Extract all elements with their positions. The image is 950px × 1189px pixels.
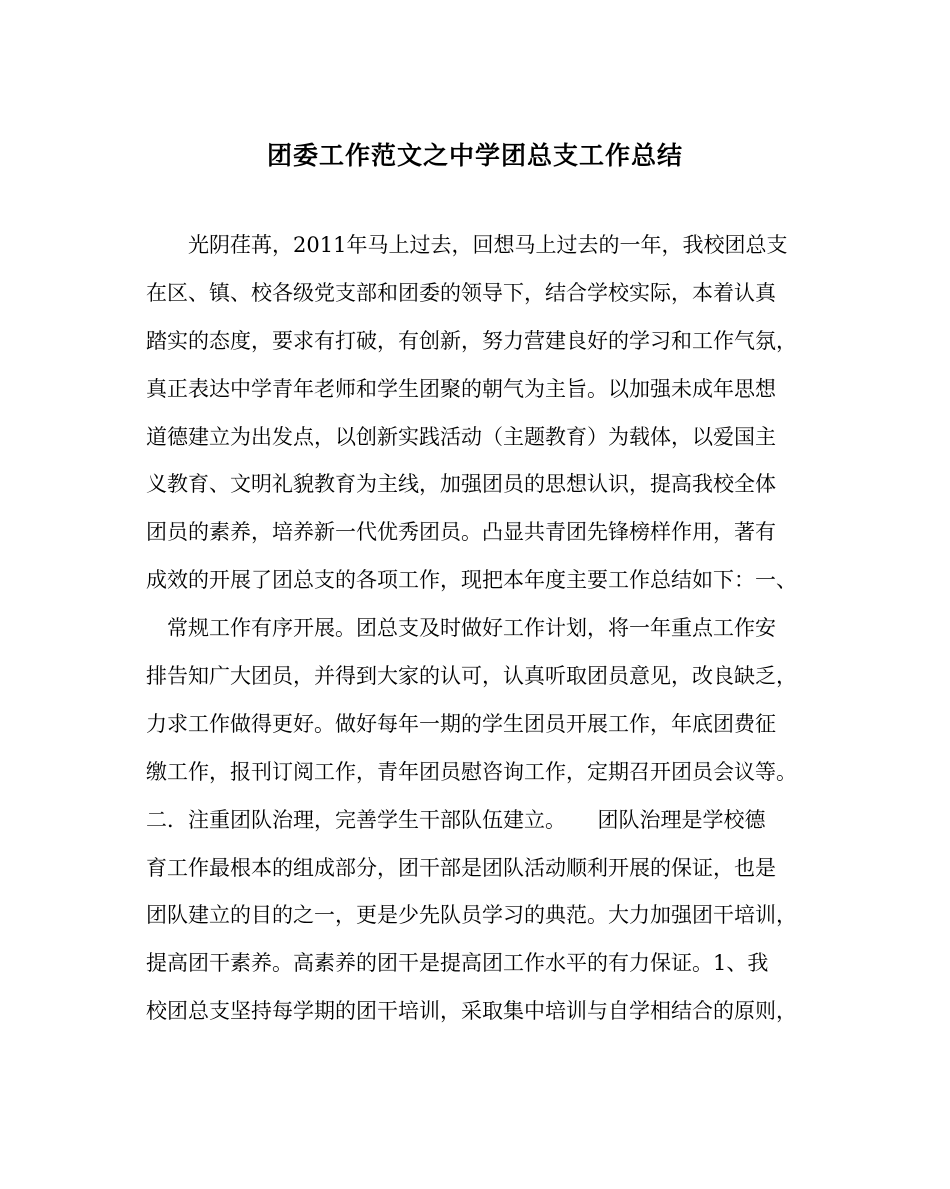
body-line: 道德建立为出发点，以创新实践活动（主题教育）为载体，以爱国主 bbox=[146, 424, 776, 449]
body-line: 校团总支坚持每学期的团干培训，采取集中培训与自学相结合的原则， bbox=[146, 999, 797, 1024]
body-line: 团员的素养，培养新一代优秀团员。凸显共青团先锋榜样作用，著有 bbox=[146, 520, 776, 545]
body-line: 排告知广大团员，并得到大家的认可，认真听取团员意见，改良缺乏， bbox=[146, 664, 797, 689]
body-line: 团队建立的目的之一，更是少先队员学习的典范。大力加强团干培训， bbox=[146, 903, 797, 928]
body-line: 光阴荏苒，2011年马上过去，回想马上过去的一年，我校团总支 bbox=[146, 233, 788, 257]
body-line: 踏实的态度，要求有打破，有创新，努力营建良好的学习和工作气氛， bbox=[146, 328, 797, 353]
body-line: 二．注重团队治理，完善学生干部队伍建立。 团队治理是学校德 bbox=[146, 807, 766, 832]
body-line: 真正表达中学青年老师和学生团聚的朝气为主旨。以加强未成年思想 bbox=[146, 376, 776, 401]
document-body bbox=[146, 222, 826, 1036]
body-line: 育工作最根本的组成部分，团干部是团队活动顺利开展的保证，也是 bbox=[146, 855, 776, 880]
body-line: 力求工作做得更好。做好每年一期的学生团员开展工作，年底团费征 bbox=[146, 711, 776, 736]
body-line: 常规工作有序开展。团总支及时做好工作计划，将一年重点工作安 bbox=[146, 616, 776, 641]
document-title: 团委工作范文之中学团总支工作总结 bbox=[266, 141, 683, 170]
body-line: 提高团干素养。高素养的团干是提高团工作水平的有力保证。1、我 bbox=[146, 951, 769, 976]
body-line: 成效的开展了团总支的各项工作，现把本年度主要工作总结如下：一、 bbox=[146, 568, 797, 593]
body-line: 缴工作，报刊订阅工作，青年团员慰咨询工作，定期召开团员会议等。 bbox=[146, 759, 797, 784]
body-line: 在区、镇、校各级党支部和团委的领导下，结合学校实际，本着认真 bbox=[146, 280, 776, 305]
body-line: 义教育、文明礼貌教育为主线，加强团员的思想认识，提高我校全体 bbox=[146, 472, 776, 497]
